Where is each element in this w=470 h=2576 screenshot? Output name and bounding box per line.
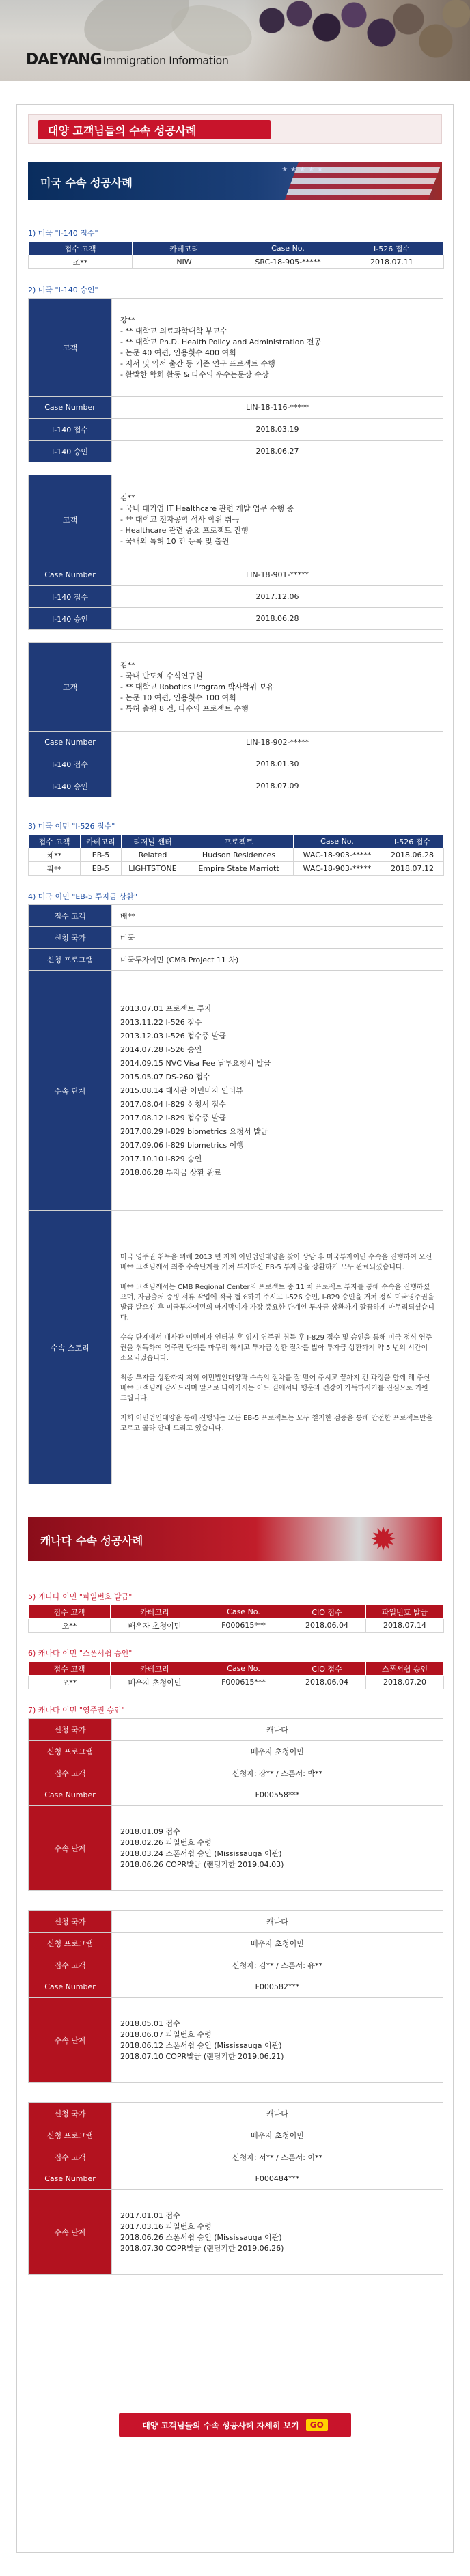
info-value: LIN-18-116-***** <box>112 397 443 419</box>
info-row <box>29 1211 443 1484</box>
info-line: 김** <box>120 493 135 502</box>
info-line: 2018.01.09 접수 <box>120 1827 180 1836</box>
info-value: 미국 <box>112 927 443 949</box>
table-header-row <box>29 1605 444 1619</box>
case-table <box>28 241 444 269</box>
info-value: 배우자 초청이민 <box>112 1933 443 1954</box>
info-value <box>112 1806 443 1891</box>
info-line: 2017.03.16 파일번호 수령 <box>120 2221 212 2231</box>
info-line: - ** 대학교 의료과학대학 부교수 <box>120 326 227 335</box>
info-row <box>29 1911 443 1933</box>
info-row <box>29 927 443 949</box>
column-header: 파일번호 발급 <box>366 1605 444 1619</box>
column-header: 카테고리 <box>81 835 122 848</box>
info-value: 2018.06.28 <box>112 608 443 630</box>
column-header: Case No. <box>294 835 381 848</box>
info-line: - 활발한 학회 활동 & 다수의 우수논문상 수상 <box>120 370 269 379</box>
info-value: F000582*** <box>112 1976 443 1998</box>
info-label: 신청 프로그램 <box>29 2124 112 2146</box>
info-line: 2014.07.28 I-526 승인 <box>120 1044 202 1054</box>
info-line: 2013.07.01 프로젝트 투자 <box>120 1003 212 1013</box>
info-row <box>29 397 443 419</box>
info-label: Case Number <box>29 397 112 419</box>
info-value: F000558*** <box>112 1784 443 1806</box>
table-cell: Empire State Marriott <box>184 862 294 876</box>
info-row <box>29 2190 443 2275</box>
info-line: 2018.07.30 COPR발급 (랜딩기한 2019.06.26) <box>120 2243 284 2253</box>
info-line: 2018.02.26 파일번호 수령 <box>120 1838 212 1847</box>
table-cell: F000615*** <box>199 1676 288 1689</box>
info-line: 2018.03.24 스폰서쉽 승인 (Mississauga 이관) <box>120 1848 282 1858</box>
info-row <box>29 419 443 441</box>
info-value: 2018.06.27 <box>112 441 443 462</box>
info-line: - 국내 반도체 수석연구원 <box>120 671 203 680</box>
logo[interactable] <box>26 51 228 68</box>
table-cell: EB-5 <box>81 862 122 876</box>
info-label: 접수 고객 <box>29 1954 112 1976</box>
info-row <box>29 1719 443 1741</box>
info-row <box>29 949 443 971</box>
story-paragraph: 최종 투자금 상환까지 저희 이민법인대양과 수속의 절차를 잘 믿어 주시고 끝까지 긴 과정을 함께 해 주신 배** 고객님께 감사드리며 앞으로 나아가시는 어느 길에서나 행운과 건강이 가득하시기를 진심으로 기원드립니다. <box>120 1374 430 1402</box>
table-row <box>29 1619 444 1633</box>
info-label: 고객 <box>29 643 112 732</box>
info-line: - 논문 40 여편, 인용횟수 400 여회 <box>120 348 236 357</box>
section-subheading: 3) 미국 이민 "I-526 접수" <box>28 822 115 831</box>
info-line: 2017.08.04 I-829 신청서 접수 <box>120 1099 226 1109</box>
info-line: 2018.06.12 스폰서쉽 승인 (Mississauga 이관) <box>120 2040 282 2050</box>
page-title: 대양 고객님들의 수속 성공사례 <box>38 120 271 139</box>
info-line: 김** <box>120 660 135 669</box>
table-cell: 2018.07.11 <box>340 255 444 269</box>
info-label: Case Number <box>29 1784 112 1806</box>
info-value: 신청자: 장** / 스폰서: 박** <box>112 1762 443 1784</box>
info-value <box>112 971 443 1211</box>
info-row <box>29 564 443 586</box>
info-value: 미국투자이민 (CMB Project 11 차) <box>112 949 443 971</box>
approval-case-table <box>28 298 443 462</box>
info-value <box>112 299 443 397</box>
info-line: 2018.06.26 COPR발급 (랜딩기한 2019.04.03) <box>120 1859 284 1869</box>
info-row <box>29 441 443 462</box>
info-value: LIN-18-902-***** <box>112 732 443 753</box>
info-line: 2017.08.12 I-829 접수증 발급 <box>120 1113 226 1122</box>
info-label: 신청 프로그램 <box>29 1741 112 1762</box>
table-cell: SRC-18-905-***** <box>236 255 340 269</box>
info-line: 2015.08.14 대사관 이민비자 인터뷰 <box>120 1085 243 1095</box>
info-row <box>29 1954 443 1976</box>
info-value: 배** <box>112 905 443 927</box>
info-line: 2018.06.07 파일번호 수령 <box>120 2030 212 2039</box>
logo-subtitle: Immigration Information <box>102 54 229 67</box>
info-value: 2017.12.06 <box>112 586 443 608</box>
info-label: 신청 프로그램 <box>29 949 112 971</box>
info-row <box>29 2168 443 2190</box>
info-value: LIN-18-901-***** <box>112 564 443 586</box>
info-value: 신청자: 서** / 스폰서: 이** <box>112 2146 443 2168</box>
page-banner <box>28 114 442 144</box>
info-value: 캐나다 <box>112 1719 443 1741</box>
table-cell: NIW <box>133 255 236 269</box>
canada-section-title: 캐나다 수속 성공사례 <box>40 1534 143 1547</box>
column-header: I-526 접수 <box>381 835 444 848</box>
info-value <box>112 643 443 732</box>
table-cell: 2018.07.12 <box>381 862 444 876</box>
approval-case-table <box>28 475 443 630</box>
column-header: CIO 접수 <box>288 1605 366 1619</box>
info-row <box>29 1998 443 2083</box>
info-line: - ** 대학교 Ph.D. Health Policy and Administration 전공 <box>120 337 322 346</box>
section-subheading: 7) 캐나다 이민 "영주권 승인" <box>28 1706 125 1715</box>
info-value <box>112 475 443 564</box>
table-cell: 채** <box>29 848 81 862</box>
section-subheading: 6) 캐나다 이민 "스폰서쉽 승인" <box>28 1649 133 1658</box>
info-label: I-140 승인 <box>29 441 112 462</box>
case-table <box>28 1661 444 1689</box>
section-subheading: 5) 캐나다 이민 "파일번호 발급" <box>28 1592 133 1601</box>
info-line: - ** 대학교 Robotics Program 박사학위 보유 <box>120 682 274 691</box>
column-header: 스폰서쉽 승인 <box>366 1662 444 1676</box>
story-paragraph: 미국 영주권 취득을 위해 2013 년 저희 이민법인대양을 찾아 상담 후 미국투자이민 수속을 진행하여 오신 배** 고객님께서 최종 수속단계를 거쳐 투자하신 EB-5 투자금을 상환하기 모두 완료되셨습니다. <box>120 1253 432 1271</box>
info-row <box>29 2146 443 2168</box>
table-cell: WAC-18-903-***** <box>294 848 381 862</box>
info-label: I-140 접수 <box>29 586 112 608</box>
info-label: Case Number <box>29 1976 112 1998</box>
column-header: 접수 고객 <box>29 1662 111 1676</box>
info-label: 수속 단계 <box>29 971 112 1211</box>
info-value: 캐나다 <box>112 1911 443 1933</box>
info-label: 고객 <box>29 475 112 564</box>
info-row <box>29 971 443 1211</box>
pr-case-table <box>28 1910 443 2083</box>
info-line: 2018.05.01 접수 <box>120 2019 180 2028</box>
story-paragraph: 수속 단계에서 대사관 이민비자 인터뷰 후 임시 영주권 취득 후 I-829 접수 및 승인을 통해 미국 정식 영주권을 취득하여 영주권 단계를 마무리 하시고 투자금 상환 절차를 밟아 투자금 상환까지 약 5 년의 시간이 소요되었습니다. <box>120 1333 432 1362</box>
section-subheading: 4) 미국 이민 "EB-5 투자금 상환" <box>28 892 137 901</box>
info-row <box>29 905 443 927</box>
column-header: 카테고리 <box>111 1605 199 1619</box>
us-section-header <box>28 162 442 200</box>
info-label: 접수 고객 <box>29 905 112 927</box>
info-line: 2018.07.10 COPR발급 (랜딩기한 2019.06.21) <box>120 2051 284 2061</box>
table-cell: 2018.06.04 <box>288 1676 366 1689</box>
info-value: 배우자 초청이민 <box>112 1741 443 1762</box>
section-subheading: 1) 미국 "I-140 접수" <box>28 229 98 238</box>
table-row <box>29 848 444 862</box>
info-label: 수속 단계 <box>29 1806 112 1891</box>
info-value: 캐나다 <box>112 2103 443 2124</box>
info-line: 2017.01.01 접수 <box>120 2211 180 2220</box>
column-header: 카테고리 <box>133 242 236 255</box>
table-cell: Related <box>122 848 184 862</box>
table-cell: 오** <box>29 1676 111 1689</box>
table-row <box>29 862 444 876</box>
info-label: 신청 프로그램 <box>29 1933 112 1954</box>
case-table <box>28 834 444 876</box>
info-label: 신청 국가 <box>29 1911 112 1933</box>
grapes-image <box>245 0 470 81</box>
info-label: I-140 승인 <box>29 608 112 630</box>
info-line: 2015.05.07 DS-260 접수 <box>120 1072 210 1081</box>
column-header: CIO 접수 <box>288 1662 366 1676</box>
info-value: 2018.07.09 <box>112 775 443 797</box>
info-label: I-140 접수 <box>29 753 112 775</box>
column-header: 프로젝트 <box>184 835 294 848</box>
table-cell: LIGHTSTONE <box>122 862 184 876</box>
info-row <box>29 586 443 608</box>
column-header: Case No. <box>199 1662 288 1676</box>
go-badge: GO <box>306 2419 328 2431</box>
info-label: 신청 국가 <box>29 2103 112 2124</box>
table-cell: 2018.06.28 <box>381 848 444 862</box>
logo-brand: DAEYANG <box>26 51 102 68</box>
info-row <box>29 753 443 775</box>
info-label: I-140 승인 <box>29 775 112 797</box>
table-cell: EB-5 <box>81 848 122 862</box>
canada-section-header <box>28 1517 442 1561</box>
info-line: - 특허 출원 8 건, 다수의 프로젝트 수행 <box>120 704 249 713</box>
table-cell: 2018.07.20 <box>366 1676 444 1689</box>
info-line: 강** <box>120 315 135 324</box>
info-line: 2014.09.15 NVC Visa Fee 납부요청서 발급 <box>120 1058 271 1068</box>
info-row <box>29 775 443 797</box>
info-value: 신청자: 김** / 스폰서: 유** <box>112 1954 443 1976</box>
info-line: 2017.08.29 I-829 biometrics 요청서 발급 <box>120 1126 268 1136</box>
info-line: - Healthcare 관련 중요 프로젝트 진행 <box>120 525 249 535</box>
column-header: I-526 접수 <box>340 242 444 255</box>
section-subheading: 2) 미국 "I-140 승인" <box>28 286 98 294</box>
story-text <box>112 1211 443 1484</box>
info-line: 2018.06.26 스폰서쉽 승인 (Mississauga 이관) <box>120 2232 282 2242</box>
table-row <box>29 1676 444 1689</box>
info-line: - 저서 및 역서 출간 등 기존 연구 프로젝트 수행 <box>120 359 275 368</box>
info-label: 고객 <box>29 299 112 397</box>
table-header-row <box>29 1662 444 1676</box>
info-line: 2013.11.22 I-526 접수 <box>120 1017 202 1027</box>
info-label: 수속 단계 <box>29 1998 112 2083</box>
canada-content <box>17 1561 453 2294</box>
info-line: 2017.10.10 I-829 승인 <box>120 1154 202 1163</box>
info-value: 2018.01.30 <box>112 753 443 775</box>
pr-case-table <box>28 2102 443 2275</box>
column-header: 카테고리 <box>111 1662 199 1676</box>
column-header: 접수 고객 <box>29 242 133 255</box>
table-cell: 곽** <box>29 862 81 876</box>
star-icons: ★★★★★ <box>281 166 326 174</box>
info-label: 수속 스토리 <box>29 1211 112 1484</box>
info-row <box>29 643 443 732</box>
column-header: 접수 고객 <box>29 1605 111 1619</box>
us-section-title: 미국 수속 성공사례 <box>40 176 133 189</box>
content-panel <box>16 104 454 2553</box>
pr-case-table <box>28 1718 443 1891</box>
story-paragraph: 배** 고객님께서는 CMB Regional Center의 프로젝트 중 11 차 프로젝트 투자를 통해 수속을 진행하셨으며, 자금출처 증빙 서류 작업에 적극 협조하여 주시고 I-526 승인, I-829 승인을 거쳐 정식 미국영주권을 발급 받으신 후 미국투자이민의 마지막이자 가장 중요한 단계인 투자금 상환까지 깔끔하게 마무리되셨습니다. <box>120 1283 435 1322</box>
table-header-row <box>29 835 444 848</box>
column-header: 리저널 센터 <box>122 835 184 848</box>
info-value: 2018.03.19 <box>112 419 443 441</box>
table-header-row <box>29 242 444 255</box>
column-header: Case No. <box>236 242 340 255</box>
table-cell: 배우자 초청이민 <box>111 1676 199 1689</box>
eb5-case-table <box>28 904 443 1484</box>
info-line: - 논문 10 여편, 인용횟수 100 여회 <box>120 693 236 702</box>
table-cell: 배우자 초청이민 <box>111 1619 199 1633</box>
info-row <box>29 1806 443 1891</box>
info-row <box>29 1762 443 1784</box>
info-label: 신청 국가 <box>29 927 112 949</box>
header-hero <box>0 0 470 81</box>
info-row <box>29 2103 443 2124</box>
info-value: 배우자 초청이민 <box>112 2124 443 2146</box>
info-row <box>29 1933 443 1954</box>
info-line: - ** 대학교 전자공학 석사 학위 취득 <box>120 514 240 524</box>
info-row <box>29 475 443 564</box>
info-row <box>29 2124 443 2146</box>
info-row <box>29 1976 443 1998</box>
table-cell: WAC-18-903-***** <box>294 862 381 876</box>
story-paragraph: 저희 이민법인대양을 통해 진행되는 모든 EB-5 프로젝트는 모두 철저한 검증을 통해 안전한 프로젝트만을 고르고 골라 안내 드리고 있습니다. <box>120 1414 433 1432</box>
approval-case-table <box>28 642 443 797</box>
maple-leaf-icon: ✹ <box>370 1521 397 1557</box>
us-content <box>17 200 453 1484</box>
info-label: 접수 고객 <box>29 2146 112 2168</box>
info-line: 2013.12.03 I-526 접수증 발급 <box>120 1031 226 1040</box>
column-header: Case No. <box>199 1605 288 1619</box>
table-cell: 오** <box>29 1619 111 1633</box>
info-value <box>112 1998 443 2083</box>
more-cases-label: 대양 고객님들의 수속 성공사례 자세히 보기 <box>142 2420 299 2430</box>
info-line: 2017.09.06 I-829 biometrics 이행 <box>120 1140 244 1150</box>
info-label: Case Number <box>29 732 112 753</box>
info-row <box>29 608 443 630</box>
info-line: - 국내 대기업 IT Healthcare 관련 개발 업무 수행 중 <box>120 503 294 513</box>
column-header: 접수 고객 <box>29 835 81 848</box>
info-line: 2018.06.28 투자금 상환 완료 <box>120 1167 221 1177</box>
table-row <box>29 255 444 269</box>
info-label: 접수 고객 <box>29 1762 112 1784</box>
info-label: Case Number <box>29 2168 112 2190</box>
table-cell: 2018.06.04 <box>288 1619 366 1633</box>
info-value <box>112 2190 443 2275</box>
table-cell: 조** <box>29 255 133 269</box>
table-cell: 2018.07.14 <box>366 1619 444 1633</box>
info-row <box>29 1741 443 1762</box>
case-table <box>28 1605 444 1633</box>
more-cases-button[interactable] <box>119 2413 351 2437</box>
info-label: 신청 국가 <box>29 1719 112 1741</box>
info-label: 수속 단계 <box>29 2190 112 2275</box>
info-label: I-140 접수 <box>29 419 112 441</box>
info-line: - 국내외 특허 10 건 등록 및 출원 <box>120 536 230 546</box>
info-value: F000484*** <box>112 2168 443 2190</box>
info-row <box>29 299 443 397</box>
table-cell: F000615*** <box>199 1619 288 1633</box>
info-label: Case Number <box>29 564 112 586</box>
table-cell: Hudson Residences <box>184 848 294 862</box>
info-row <box>29 732 443 753</box>
info-row <box>29 1784 443 1806</box>
